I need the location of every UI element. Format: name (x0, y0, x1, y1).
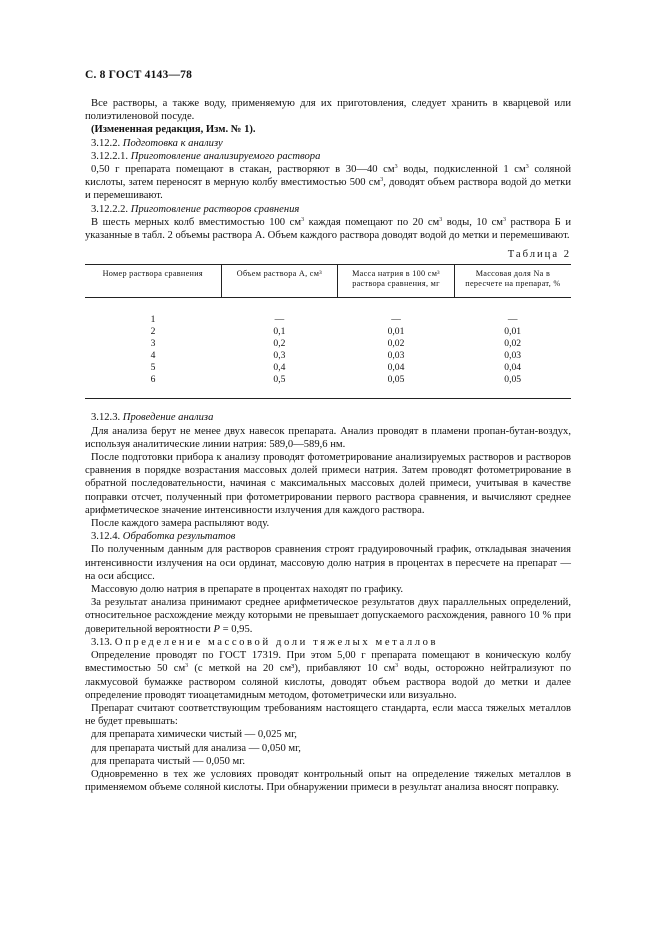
text-run: (с меткой на 20 см³), прибавляют 10 см (188, 663, 396, 675)
text-run: воды, осторожно нейтрализуют по лакмусовой бумажке раствором соляной кислоты, доводят объем раствора водой до метки и далее определение проводят тиоацетамидным методом, фотометрически или визуально. (85, 663, 571, 701)
text-run: 0,50 г препарата помещают в стакан, растворяют в 30—40 см (91, 164, 395, 176)
table-header-cell: Масса натрия в 100 см³ раствора сравнения, мг (338, 265, 455, 298)
page-header: С. 8 ГОСТ 4143—78 (85, 69, 193, 81)
amendment-note: (Измененная редакция, Изм. № 1). (91, 124, 256, 136)
section-3-13 (85, 636, 571, 649)
table-cell: — (274, 314, 285, 326)
table-cell: 3 (150, 338, 156, 350)
paragraph-criteria: Препарат считают соответствующим требованиям настоящего стандарта, если масса тяжелых металлов не будет превышать: (85, 702, 571, 728)
table-row (85, 338, 571, 350)
table-bottom-rule (85, 390, 571, 399)
text-run: каждая помещают по 20 см (304, 216, 440, 228)
table-cell: — (507, 314, 518, 326)
paragraph-control: Одновременно в тех же условиях проводят контрольный опыт на определение тяжелых металлов в применяемом объеме соляной кислоты. При обнаружении примеси в результат анализа вносят поправку. (85, 768, 571, 794)
limit-item: для препарата чистый для анализа — 0,050 мг, (91, 742, 301, 754)
table-cell: 0,4 (273, 362, 286, 374)
text-run: воды, 10 см (442, 216, 503, 228)
section-number: 3.12.2.1. (91, 150, 129, 162)
section-title: Подготовка к анализу (122, 137, 223, 149)
table-cell: 6 (150, 374, 156, 386)
paragraph-calibration: По полученным данным для растворов сравнения строят градуировочный график, откладывая значения интенсивности излучения на оси ординат, массовую долю натрия в процентах в пересчете на препарат — на оси абсцисс. (85, 544, 571, 582)
paragraph-reference-prep (85, 216, 571, 242)
superscript: 3 (301, 216, 305, 223)
paragraph-analysis: Для анализа берут не менее двух навесок препарата. Анализ проводят в пламени пропан-бутан-воздух, используя аналитические линии натрия: 589,0—589,6 нм. (85, 425, 571, 450)
paragraph-heavy-metals (85, 649, 571, 702)
table-cell: — (391, 314, 401, 326)
paragraph-rinse: После каждого замера распыляют воду. (91, 518, 270, 530)
section-number: 3.12.4. (91, 531, 121, 543)
text-run: За результат анализа принимают среднее арифметическое результатов двух параллельных определений, относительное расхождение между которыми не превышает допускаемого расхождения, равного 10 % при доверительной вероятности (85, 597, 571, 635)
paragraph-photometry: После подготовки прибора к анализу проводят фотометрирование анализируемых растворов и растворов сравнения в порядке возрастания массовых долей примеси натрия. Затем проводят фотометрирование в обратной последовательности, начиная с максимальных массовых долей примеси, учитывая в качестве поправки отсчет, полученный при фотометрировании первого раствора сравнения, и вычисляют среднее арифметическое значение интенсивности излучения для каждого раствора. (85, 452, 571, 516)
table-row (85, 326, 571, 338)
superscript: 3 (185, 663, 189, 670)
spacer (85, 399, 571, 411)
section-3-12-2 (85, 137, 571, 150)
section-number: 3.12.2. (91, 137, 121, 149)
table-cell: 0,03 (504, 350, 522, 362)
paragraph-sample-prep (85, 163, 571, 203)
table-cell: 0,02 (504, 338, 522, 350)
table-row (85, 298, 571, 327)
text-run: соляной кислоты, затем переносят в мерную колбу вместимостью 500 см (85, 164, 571, 189)
table-cell: 1 (150, 314, 156, 326)
table-row (85, 362, 571, 374)
text-run: P (213, 623, 220, 635)
table-cell: 5 (150, 362, 156, 374)
section-number: 3.13. (91, 636, 113, 648)
table-header-cell: Массовая доля Na в пересчете на препарат, % (454, 265, 571, 298)
table-header-cell: Номер раствора сравнения (85, 265, 221, 298)
table-cell: 0,04 (387, 362, 405, 374)
text-run: Определение проводят по ГОСТ 17319. При этом 5,00 г препарата помещают в коническую колбу вместимостью 50 см (85, 650, 571, 675)
paragraph-graph: Массовую долю натрия в препарате в процентах находят по графику. (91, 584, 403, 596)
section-3-12-4 (85, 530, 571, 543)
table-cell: 0,5 (273, 374, 286, 386)
section-3-12-2-1 (85, 150, 571, 163)
table-cell: 0,01 (387, 326, 405, 338)
text-run: воды, подкисленной 1 см (397, 164, 526, 176)
paragraph-result (85, 596, 571, 636)
text-run: = 0,95. (219, 623, 253, 635)
table-cell: 2 (150, 326, 156, 338)
document-body (85, 97, 571, 794)
superscript: 3 (394, 164, 398, 171)
text-run: В шесть мерных колб вместимостью 100 см (91, 216, 302, 228)
table-cell: 0,02 (387, 338, 405, 350)
text-run: раствора Б и указанные в табл. 2 объемы раствора А. Объем каждого раствора доводят водой до метки и перемешивают. (85, 216, 571, 242)
table-cell: 4 (150, 350, 156, 362)
reference-solutions-table (85, 264, 571, 399)
table-cell: 0,01 (504, 326, 522, 338)
text-run: , доводят объем раствора водой до метки и перемешивают. (85, 177, 571, 202)
section-title: Обработка результатов (122, 531, 236, 543)
section-title: Проведение анализа (122, 412, 214, 424)
superscript: 3 (395, 663, 399, 670)
section-number: 3.12.2.2. (91, 203, 129, 215)
superscript: 3 (380, 177, 384, 184)
table-row (85, 374, 571, 390)
table-cell: 0,05 (504, 374, 522, 386)
table-caption: Таблица 2 (507, 249, 571, 261)
section-title: Приготовление анализируемого раствора (130, 150, 321, 162)
section-title: Приготовление растворов сравнения (130, 203, 300, 215)
table-cell: 0,03 (387, 350, 405, 362)
table-header-cell: Объем раствора А, см³ (221, 265, 338, 298)
table-header-row (85, 265, 571, 298)
section-3-12-2-2 (85, 203, 571, 216)
limit-item: для препарата чистый — 0,050 мг. (91, 755, 246, 767)
table-cell: 0,05 (387, 374, 405, 386)
section-3-12-3 (85, 411, 571, 424)
table-cell: 0,3 (273, 350, 286, 362)
paragraph-storage: Все растворы, а также воду, применяемую для их приготовления, следует хранить в кварцевой или полиэтиленовой посуде. (85, 98, 571, 123)
superscript: 3 (525, 164, 529, 171)
section-number: 3.12.3. (91, 412, 121, 424)
table-cell: 0,04 (504, 362, 522, 374)
table-cell: 0,2 (273, 338, 286, 350)
superscript: 3 (439, 216, 443, 223)
section-title: Определение массовой доли тяжелых металлов (114, 636, 439, 648)
limit-item: для препарата химически чистый — 0,025 мг, (91, 729, 297, 741)
superscript: 3 (503, 216, 506, 223)
table-cell: 0,1 (273, 326, 286, 338)
table-row (85, 350, 571, 362)
